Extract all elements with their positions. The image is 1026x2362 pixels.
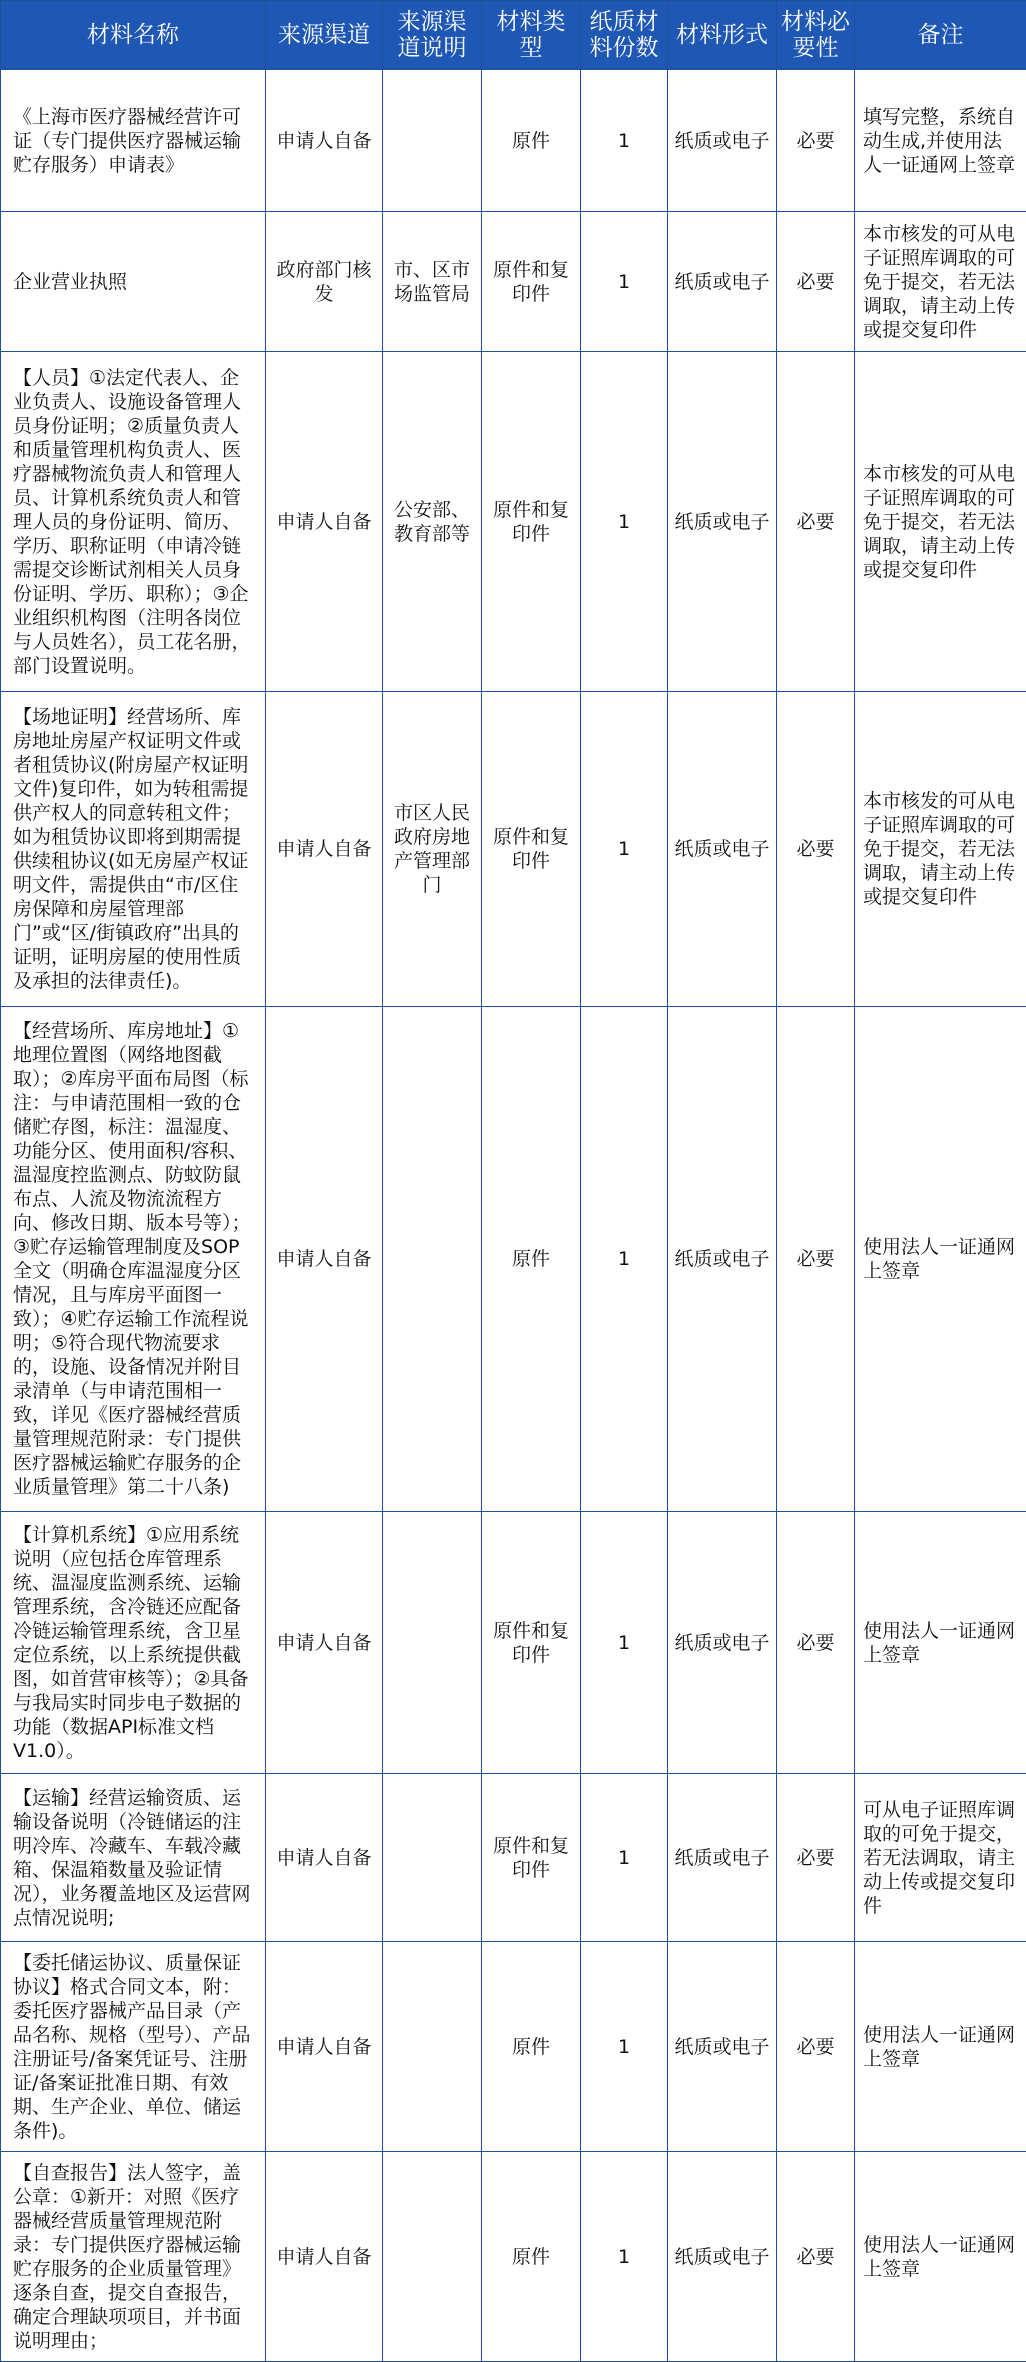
- paper-copies-cell: 1: [581, 70, 668, 212]
- table-row: [1, 1512, 1026, 1774]
- paper-copies-cell: 1: [581, 352, 668, 692]
- source-channel-cell: 申请人自备: [266, 1007, 383, 1512]
- material-name-cell: 企业营业执照: [1, 212, 266, 352]
- note-cell: 使用法人一证通网上签章: [855, 1942, 1026, 2152]
- header-source-channel: 来源渠道: [266, 1, 383, 70]
- source-channel-cell: 申请人自备: [266, 692, 383, 1007]
- source-channel-desc-cell: 市区人民政府房地产管理部门: [383, 692, 482, 1007]
- necessity-cell: 必要: [777, 2152, 855, 2362]
- material-name-cell: 【运输】经营运输资质、运输设备说明（冷链储运的注明冷库、冷藏车、车载冷藏箱、保温箱数量及验证情况），业务覆盖地区及运营网点情况说明;: [1, 1774, 266, 1942]
- paper-copies-cell: 1: [581, 1007, 668, 1512]
- necessity-cell: 必要: [777, 212, 855, 352]
- note-cell: 本市核发的可从电子证照库调取的可免于提交，若无法调取，请主动上传或提交复印件: [855, 352, 1026, 692]
- material-name-cell: 【人员】①法定代表人、企业负责人、设施设备管理人员身份证明；②质量负责人和质量管理机构负责人、医疗器械物流负责人和管理人员、计算机系统负责人和管理人员的身份证明、简历、学历、职称证明（申请冷链需提交诊断试剂相关人员身份证明、学历、职称）；③企业组织机构图（注明各岗位与人员姓名），员工花名册，部门设置说明。: [1, 352, 266, 692]
- material-form-cell: 纸质或电子: [668, 70, 777, 212]
- material-name-cell: 【场地证明】经营场所、库房地址房屋产权证明文件或者租赁协议(附房屋产权证明文件)复印件，如为转租需提供产权人的同意转租文件；如为租赁协议即将到期需提供续租协议(如无房屋产权证明文件，需提供由“市/区住房保障和房屋管理部门”或“区/街镇政府”出具的证明，证明房屋的使用性质及承担的法律责任)。: [1, 692, 266, 1007]
- note-cell: 使用法人一证通网上签章: [855, 1007, 1026, 1512]
- material-type-cell: 原件: [482, 1007, 581, 1512]
- source-channel-desc-cell: 市、区市场监管局: [383, 212, 482, 352]
- source-channel-desc-cell: [383, 2152, 482, 2362]
- material-name-cell: 【自查报告】法人签字，盖公章：①新开：对照《医疗器械经营质量管理规范附录：专门提供医疗器械运输贮存服务的企业质量管理》逐条自查，提交自查报告，确定合理缺项项目，并书面说明理由；: [1, 2152, 266, 2362]
- necessity-cell: 必要: [777, 1774, 855, 1942]
- table-row: [1, 212, 1026, 352]
- material-type-cell: 原件和复印件: [482, 1512, 581, 1774]
- table-row: [1, 1007, 1026, 1512]
- paper-copies-cell: 1: [581, 1512, 668, 1774]
- paper-copies-cell: 1: [581, 692, 668, 1007]
- material-form-cell: 纸质或电子: [668, 2152, 777, 2362]
- material-form-cell: 纸质或电子: [668, 1512, 777, 1774]
- material-type-cell: 原件和复印件: [482, 352, 581, 692]
- material-type-cell: 原件和复印件: [482, 1774, 581, 1942]
- note-cell: 本市核发的可从电子证照库调取的可免于提交，若无法调取，请主动上传或提交复印件: [855, 212, 1026, 352]
- header-paper-copies: 纸质材料份数: [581, 1, 668, 70]
- necessity-cell: 必要: [777, 70, 855, 212]
- source-channel-desc-cell: [383, 1774, 482, 1942]
- source-channel-desc-cell: [383, 1007, 482, 1512]
- material-name-cell: 【计算机系统】①应用系统说明（应包括仓库管理系统、温湿度监测系统、运输管理系统，含冷链还应配备冷链运输管理系统，含卫星定位系统，以上系统提供截图，如首营审核等）；②具备与我局实时同步电子数据的功能（数据API标准文档V1.0）。: [1, 1512, 266, 1774]
- source-channel-cell: 申请人自备: [266, 2152, 383, 2362]
- table-row: [1, 2152, 1026, 2362]
- material-form-cell: 纸质或电子: [668, 1007, 777, 1512]
- necessity-cell: 必要: [777, 1007, 855, 1512]
- necessity-cell: 必要: [777, 352, 855, 692]
- material-type-cell: 原件: [482, 2152, 581, 2362]
- header-material-type: 材料类型: [482, 1, 581, 70]
- source-channel-desc-cell: 公安部、教育部等: [383, 352, 482, 692]
- header-note: 备注: [855, 1, 1026, 70]
- material-form-cell: 纸质或电子: [668, 352, 777, 692]
- table-row: [1, 1942, 1026, 2152]
- material-form-cell: 纸质或电子: [668, 692, 777, 1007]
- material-type-cell: 原件和复印件: [482, 212, 581, 352]
- header-source-channel-desc: 来源渠道说明: [383, 1, 482, 70]
- note-cell: 可从电子证照库调取的可免于提交，若无法调取，请主动上传或提交复印件: [855, 1774, 1026, 1942]
- table-row: [1, 692, 1026, 1007]
- source-channel-desc-cell: [383, 1512, 482, 1774]
- source-channel-cell: 申请人自备: [266, 70, 383, 212]
- material-form-cell: 纸质或电子: [668, 1774, 777, 1942]
- source-channel-cell: 政府部门核发: [266, 212, 383, 352]
- source-channel-cell: 申请人自备: [266, 352, 383, 692]
- note-cell: 使用法人一证通网上签章: [855, 2152, 1026, 2362]
- table-row: [1, 1774, 1026, 1942]
- note-cell: 使用法人一证通网上签章: [855, 1512, 1026, 1774]
- paper-copies-cell: 1: [581, 2152, 668, 2362]
- header-necessity: 材料必要性: [777, 1, 855, 70]
- material-type-cell: 原件: [482, 1942, 581, 2152]
- paper-copies-cell: 1: [581, 1774, 668, 1942]
- necessity-cell: 必要: [777, 692, 855, 1007]
- material-name-cell: 【委托储运协议、质量保证协议】格式合同文本，附：委托医疗器械产品目录（产品名称、规格（型号）、产品注册证号/备案凭证号、注册证/备案证批准日期、有效期、生产企业、单位、储运条件)。: [1, 1942, 266, 2152]
- source-channel-cell: 申请人自备: [266, 1942, 383, 2152]
- material-type-cell: 原件和复印件: [482, 692, 581, 1007]
- material-name-cell: 【经营场所、库房地址】①地理位置图（网络地图截取）；②库房平面布局图（标注：与申请范围相一致的仓储贮存图，标注：温湿度、功能分区、使用面积/容积、温湿度控监测点、防蚊防鼠布点、人流及物流流程方向、修改日期、版本号等）；③贮存运输管理制度及SOP全文（明确仓库温湿度分区情况，且与库房平面图一致）；④贮存运输工作流程说明；⑤符合现代物流要求的，设施、设备情况并附目录清单（与申请范围相一致，详见《医疗器械经营质量管理规范附录：专门提供医疗器械运输贮存服务的企业质量管理》第二十八条): [1, 1007, 266, 1512]
- note-cell: 本市核发的可从电子证照库调取的可免于提交，若无法调取，请主动上传或提交复印件: [855, 692, 1026, 1007]
- table-row: [1, 70, 1026, 212]
- header-material-form: 材料形式: [668, 1, 777, 70]
- necessity-cell: 必要: [777, 1942, 855, 2152]
- paper-copies-cell: 1: [581, 212, 668, 352]
- material-form-cell: 纸质或电子: [668, 1942, 777, 2152]
- necessity-cell: 必要: [777, 1512, 855, 1774]
- material-name-cell: 《上海市医疗器械经营许可证（专门提供医疗器械运输贮存服务）申请表》: [1, 70, 266, 212]
- source-channel-desc-cell: [383, 1942, 482, 2152]
- source-channel-cell: 申请人自备: [266, 1512, 383, 1774]
- note-cell: 填写完整，系统自动生成,并使用法人一证通网上签章: [855, 70, 1026, 212]
- material-form-cell: 纸质或电子: [668, 212, 777, 352]
- header-material-name: 材料名称: [1, 1, 266, 70]
- material-type-cell: 原件: [482, 70, 581, 212]
- source-channel-desc-cell: [383, 70, 482, 212]
- source-channel-cell: 申请人自备: [266, 1774, 383, 1942]
- header-row: [1, 1, 1026, 70]
- paper-copies-cell: 1: [581, 1942, 668, 2152]
- table-row: [1, 352, 1026, 692]
